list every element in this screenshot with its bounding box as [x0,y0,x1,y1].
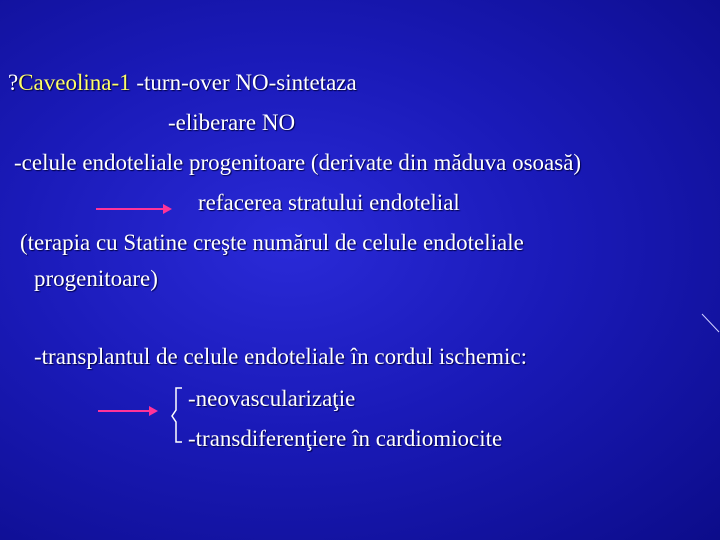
line-caveolina [8,70,357,96]
line-terapia: (terapia cu Statine creşte numărul de celule endoteliale [20,230,524,255]
left-brace-icon [170,386,186,446]
line-celule-progenitoare: -celule endoteliale progenitoare (derivate din măduva osoasă) [14,150,582,175]
arrow-icon [98,410,156,412]
line-progenitoare: progenitoare) [34,266,158,291]
line-neovascularizatie: -neovascularizaţie [188,386,356,411]
caveolina-term: Caveolina-1 [18,70,131,95]
turnover-text: -turn-over NO-sintetaza [130,70,357,95]
line-transplantul: -transplantul de celule endoteliale în cordul ischemic: [34,344,528,369]
line-eliberare: -eliberare NO [168,110,296,135]
line-transdiferentiere: -transdiferenţiere în cardiomiocite [188,426,503,451]
arrow-icon [96,208,170,210]
question-mark: ? [8,70,19,95]
corner-line-decoration [700,312,720,334]
line-refacerea: refacerea stratului endotelial [198,190,460,215]
